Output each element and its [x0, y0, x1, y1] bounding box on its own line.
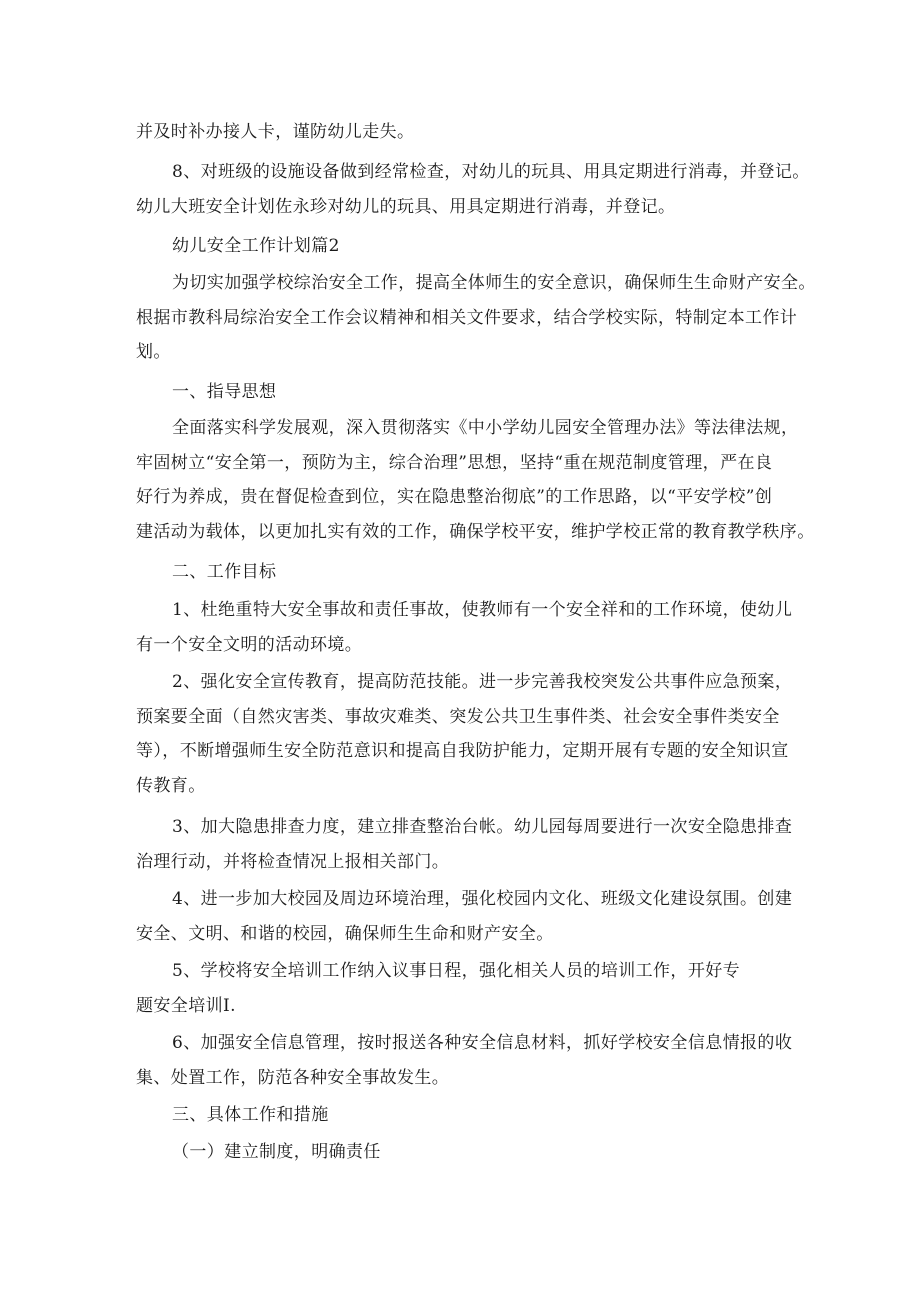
- text-line: 传教育。: [136, 775, 206, 796]
- heading-specific-measures: 三、具体工作和措施: [172, 1105, 329, 1125]
- text-line: 根据市教科局综治安全工作会议精神和相关文件要求，结合学校实际，特制定本工作计: [136, 307, 798, 328]
- text-line: 幼儿大班安全计划佐永珍对幼儿的玩具、用具定期进行消毒，并登记。: [136, 196, 676, 217]
- text-line: 集、处置工作，防范各种安全事故发生。: [136, 1067, 450, 1088]
- paragraph-guiding: [136, 411, 815, 549]
- paragraph-goal-5: [136, 954, 796, 1023]
- text-line: 2、强化安全宣传教育，提高防范技能。进一步完善我校突发公共事件应急预案，: [172, 672, 793, 692]
- text-line: 安全、文明、和谐的校园，确保师生生命和财产安全。: [136, 923, 554, 944]
- heading-guiding-ideology: 一、指导思想: [172, 382, 277, 402]
- heading-work-goals: 二、工作目标: [172, 562, 277, 582]
- paragraph-intro-continuation: [136, 115, 796, 150]
- text-line: 建活动为载体，以更加扎实有效的工作，确保学校平安，维护学校正常的教育教学秩序。: [136, 521, 815, 542]
- text-line: 为切实加强学校综治安全工作，提高全体师生的安全意识，确保师生生命财产安全。: [172, 273, 816, 293]
- text-line: 牢固树立“安全第一，预防为主，综合治理”思想，坚持“重在规范制度管理，严在良: [136, 452, 773, 473]
- text-line: 8、对班级的设施设备做到经常检查，对幼儿的玩具、用具定期进行消毒，并登记。: [172, 162, 810, 182]
- paragraph-purpose: [136, 266, 816, 370]
- text-line: 有一个安全文明的活动环境。: [136, 634, 363, 655]
- text-line: 好行为养成，贵在督促检查到位，实在隐患整治彻底”的工作思路，以“平安学校”创: [136, 487, 773, 507]
- text-line: 6、加强安全信息管理，按时报送各种安全信息材料，抓好学校安全信息情报的收: [172, 1033, 793, 1053]
- text-line: 5、学校将安全培训工作纳入议事日程，强化相关人员的培训工作，开好专: [172, 961, 741, 981]
- paragraph-item-8: [136, 155, 810, 224]
- text-line: 1、杜绝重特大安全事故和责任事故，使教师有一个安全祥和的工作环境，使幼儿: [172, 600, 793, 620]
- text-line: 题安全培训I.: [136, 995, 236, 1016]
- text-line: 4、进一步加大校园及周边环境治理，强化校园内文化、班级文化建设氛围。创建: [172, 889, 793, 909]
- text-line: 划。: [136, 342, 171, 362]
- text-line: 3、加大隐患排查力度，建立排查整治台帐。幼儿园每周要进行一次安全隐患排查: [172, 817, 793, 837]
- text-line: 等），不断增强师生安全防范意识和提高自我防护能力，定期开展有专题的安全知识宣: [136, 741, 789, 761]
- subheading-establish-system: （一）建立制度，明确责任: [172, 1142, 381, 1162]
- paragraph-goal-6: [136, 1026, 796, 1095]
- text-line: 并及时补办接人卡，谨防幼儿走失。: [136, 122, 415, 142]
- text-line: 全面落实科学发展观，深入贯彻落实《中小学幼儿园安全管理办法》等法律法规，: [172, 418, 799, 438]
- section-title: 幼儿安全工作计划篇2: [172, 236, 340, 256]
- paragraph-goal-4: [136, 882, 796, 951]
- paragraph-goal-1: [136, 593, 796, 662]
- paragraph-goal-3: [136, 810, 796, 879]
- text-line: 预案要全面（自然灾害类、事故灾难类、突发公共卫生事件类、社会安全事件类安全: [136, 706, 780, 727]
- paragraph-goal-2: [136, 665, 796, 803]
- text-line: 治理行动，并将检查情况上报相关部门。: [136, 851, 450, 872]
